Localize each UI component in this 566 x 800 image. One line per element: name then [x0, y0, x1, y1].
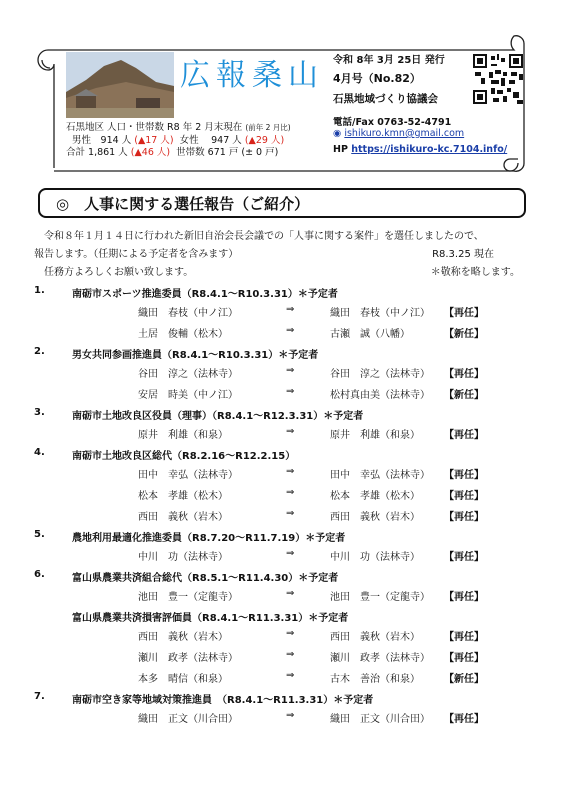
intro-text — [34, 228, 534, 282]
appointment-status: 【新任】 — [444, 390, 484, 401]
intro-line-3: 任務方よろしくお願い致します。 — [34, 267, 194, 278]
honorific-note: ＊敬称を略します。 — [430, 267, 520, 278]
successor-name: 織田 正文（川合田） — [330, 714, 430, 725]
predecessor-name: 瀬川 政孝（法林寺） — [138, 653, 238, 664]
predecessor-name: 松本 孝雄（松木） — [138, 491, 228, 502]
section-number: 3. — [34, 407, 45, 418]
total-count: 合計 1,861 人 — [66, 147, 128, 158]
appointment-row — [34, 325, 534, 346]
successor-name: 池田 豊一（定龍寺） — [330, 592, 430, 603]
appointment-row — [34, 508, 534, 529]
arrow-icon: ⇒ — [286, 325, 295, 336]
section-title-row — [34, 691, 534, 710]
appointment-status: 【再任】 — [444, 592, 484, 603]
section-title-row — [34, 447, 534, 466]
predecessor-name: 織田 春枝（中ノ江） — [138, 308, 238, 319]
arrow-icon: ⇒ — [286, 588, 295, 599]
household-count: 世帯数 671 戸 — [176, 147, 239, 158]
intro-line-1: 令和８年１月１４日に行われた新旧自治会長会議での「人事に関する案件」を選任しましたので、 — [34, 231, 484, 242]
predecessor-name: 安居 時美（中ノ江） — [138, 390, 238, 401]
arrow-icon: ⇒ — [286, 487, 295, 498]
predecessor-name: 織田 正文（川合田） — [138, 714, 238, 725]
appointment-row — [34, 386, 534, 407]
household-change: (± 0 戸) — [241, 147, 279, 158]
arrow-icon: ⇒ — [286, 426, 295, 437]
stats-note: (前年 2 月比) — [245, 123, 291, 132]
male-change: (▲17 人) — [134, 134, 174, 146]
appointment-status: 【再任】 — [444, 512, 484, 523]
appointment-status: 【新任】 — [444, 674, 484, 685]
arrow-icon: ⇒ — [286, 670, 295, 681]
successor-name: 古木 善治（和泉） — [330, 674, 420, 685]
email-row — [333, 128, 464, 139]
appointment-row — [34, 466, 534, 487]
appointment-status: 【再任】 — [444, 308, 484, 319]
population-stats — [66, 122, 291, 160]
section-title-row — [34, 407, 534, 426]
successor-name: 谷田 淳之（法林寺） — [330, 369, 430, 380]
female-count: 女性 947 人 — [179, 134, 242, 146]
arrow-icon: ⇒ — [286, 386, 295, 397]
appointment-status: 【再任】 — [444, 552, 484, 563]
section-number: 1. — [34, 285, 45, 296]
section-title: 南砺市空き家等地域対策推進員 （R8.4.1～R11.3.31）＊予定者 — [72, 695, 374, 706]
predecessor-name: 原井 利雄（和泉） — [138, 430, 228, 441]
predecessor-name: 西田 義秋（岩木） — [138, 632, 228, 643]
successor-name: 田中 幸弘（法林寺） — [330, 470, 430, 481]
predecessor-name: 池田 豊一（定龍寺） — [138, 592, 238, 603]
section-title: 南砺市土地改良区役員（理事）（R8.4.1～R12.3.31）＊予定者 — [72, 411, 364, 422]
village-photo — [66, 52, 174, 118]
publish-date: 令和 8年 3月 25日 発行 — [333, 55, 445, 66]
total-change: (▲46 人) — [130, 147, 171, 158]
successor-name: 瀬川 政孝（法林寺） — [330, 653, 430, 664]
as-of-date: R8.3.25 現在 — [432, 249, 494, 260]
email-link[interactable]: ishikuro.kmn@gmail.com — [344, 128, 465, 139]
section-title: 南砺市土地改良区総代（R8.2.16～R12.2.15） — [72, 451, 296, 462]
male-count: 男性 914 人 — [72, 134, 132, 146]
issue-number: 4月号（No.82） — [333, 72, 421, 85]
subsection-title-row — [34, 609, 534, 628]
section-title: 南砺市スポーツ推進委員（R8.4.1～R10.3.31）＊予定者 — [72, 289, 338, 300]
stats-title: 石黒地区 人口・世帯数 R8 年 2 月末現在 — [66, 122, 243, 133]
successor-name: 松村真由美（法林寺） — [330, 390, 430, 401]
appointment-status: 【再任】 — [444, 653, 484, 664]
section-number: 7. — [34, 691, 45, 702]
email-icon: ◉ — [333, 128, 342, 139]
predecessor-name: 中川 功（法林寺） — [138, 552, 228, 563]
arrow-icon: ⇒ — [286, 508, 295, 519]
section-number: 2. — [34, 346, 45, 357]
homepage-row — [333, 144, 507, 155]
predecessor-name: 西田 義秋（岩木） — [138, 512, 228, 523]
section-title-row — [34, 569, 534, 588]
appointment-row — [34, 487, 534, 508]
appointment-row — [34, 649, 534, 670]
appointment-row — [34, 304, 534, 325]
appointment-list — [34, 285, 534, 731]
section-title-row — [34, 285, 534, 304]
predecessor-name: 田中 幸弘（法林寺） — [138, 470, 238, 481]
homepage-label: HP — [333, 144, 348, 155]
predecessor-name: 本多 晴信（和泉） — [138, 674, 228, 685]
successor-name: 織田 春枝（中ノ江） — [330, 308, 430, 319]
section-title-row — [34, 529, 534, 548]
section-title: 男女共同参画推進員（R8.4.1～R10.3.31）＊予定者 — [72, 350, 319, 361]
appointment-row — [34, 588, 534, 609]
section-number: 5. — [34, 529, 45, 540]
publisher-name: 石黒地域づくり協議会 — [333, 93, 438, 105]
arrow-icon: ⇒ — [286, 548, 295, 559]
arrow-icon: ⇒ — [286, 628, 295, 639]
section-number: 4. — [34, 447, 45, 458]
arrow-icon: ⇒ — [286, 365, 295, 376]
section-number: 6. — [34, 569, 45, 580]
appointment-status: 【再任】 — [444, 470, 484, 481]
successor-name: 古瀬 誠（八幡） — [330, 329, 410, 340]
female-change: (▲29 人) — [244, 134, 285, 146]
subsection-title: 富山県農業共済損害評価員（R8.4.1～R11.3.31）＊予定者 — [72, 613, 349, 624]
appointment-row — [34, 628, 534, 649]
successor-name: 中川 功（法林寺） — [330, 552, 420, 563]
appointment-status: 【新任】 — [444, 329, 484, 340]
arrow-icon: ⇒ — [286, 649, 295, 660]
appointment-status: 【再任】 — [444, 430, 484, 441]
appointment-row — [34, 548, 534, 569]
predecessor-name: 谷田 淳之（法林寺） — [138, 369, 238, 380]
arrow-icon: ⇒ — [286, 710, 295, 721]
appointment-status: 【再任】 — [444, 369, 484, 380]
appointment-status: 【再任】 — [444, 714, 484, 725]
section-title-row — [34, 346, 534, 365]
telephone-fax: 電話/Fax 0763-52-4791 — [333, 117, 452, 128]
appointment-status: 【再任】 — [444, 632, 484, 643]
qr-code-icon — [473, 54, 523, 104]
newsletter-title: 広報桑山 — [180, 58, 324, 93]
appointment-row — [34, 365, 534, 386]
section-heading: ◎ 人事に関する選任報告（ご紹介） — [56, 195, 310, 213]
appointment-row — [34, 426, 534, 447]
section-title: 農地利用最適化推進委員（R8.7.20～R11.7.19）＊予定者 — [72, 533, 346, 544]
intro-line-2: 報告します。（任期による予定者を含みます） — [34, 249, 239, 260]
successor-name: 西田 義秋（岩木） — [330, 512, 420, 523]
successor-name: 西田 義秋（岩木） — [330, 632, 420, 643]
appointment-row — [34, 710, 534, 731]
homepage-link[interactable]: https://ishikuro-kc.7104.info/ — [351, 144, 508, 155]
appointment-status: 【再任】 — [444, 491, 484, 502]
predecessor-name: 土居 俊輔（松木） — [138, 329, 228, 340]
successor-name: 原井 利雄（和泉） — [330, 430, 420, 441]
section-title: 富山県農業共済組合総代（R8.5.1～R11.4.30）＊予定者 — [72, 573, 339, 584]
appointment-row — [34, 670, 534, 691]
arrow-icon: ⇒ — [286, 304, 295, 315]
arrow-icon: ⇒ — [286, 466, 295, 477]
successor-name: 松本 孝雄（松木） — [330, 491, 420, 502]
